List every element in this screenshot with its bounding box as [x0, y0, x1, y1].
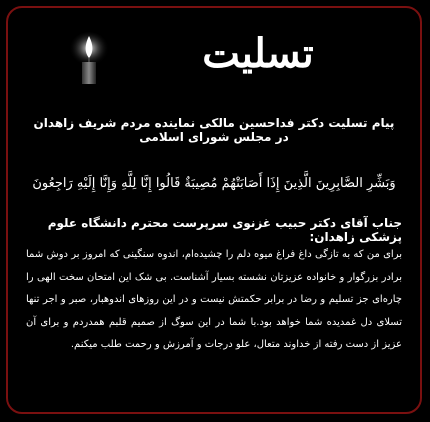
quran-verse: وَبَشِّرِ الصَّابِرِينَ الَّذِينَ إِذَا أَصَابَتْهُمْ مُصِيبَةٌ قَالُوا إِنَّا لِلَّهِ وَإِنَّا إِلَيْهِ رَاجِعُونَ	[32, 176, 396, 191]
page-title: تسلیت	[202, 30, 314, 77]
condolence-card	[6, 6, 422, 414]
message-addressee: جناب آقای دکتر حبیب غزنوی سرپرست محترم دانشگاه علوم پزشکی زاهدان:	[47, 216, 402, 244]
message-body: برای من که به تازگی داغ فراغ میوه دلم را چشیده‌ام، اندوه سنگینی که امروز بر دوش شما برادر بزرگوار و خانواده عزیزتان نشسته بسیار آشناست. بی شک این امتحان سخت الهی را چاره‌ای جز تسلیم و رضا در برابر حکمتش نیست و در این روزهای اندوهبار، صبر و اجر تنها تسلای دل غمدیده شما خواهد بود.با شما در این سوگ از صمیم قلبم همدردم و برای آن عزیز از دست رفته از خداوند متعال، علو درجات و آمرزش و رحمت طلب میکنم.	[26, 249, 402, 351]
candle-icon	[66, 30, 112, 86]
message-headline: پیام تسلیت دکتر فداحسین مالکی نماینده مردم شریف زاهدان در مجلس شورای اسلامی	[33, 116, 395, 144]
